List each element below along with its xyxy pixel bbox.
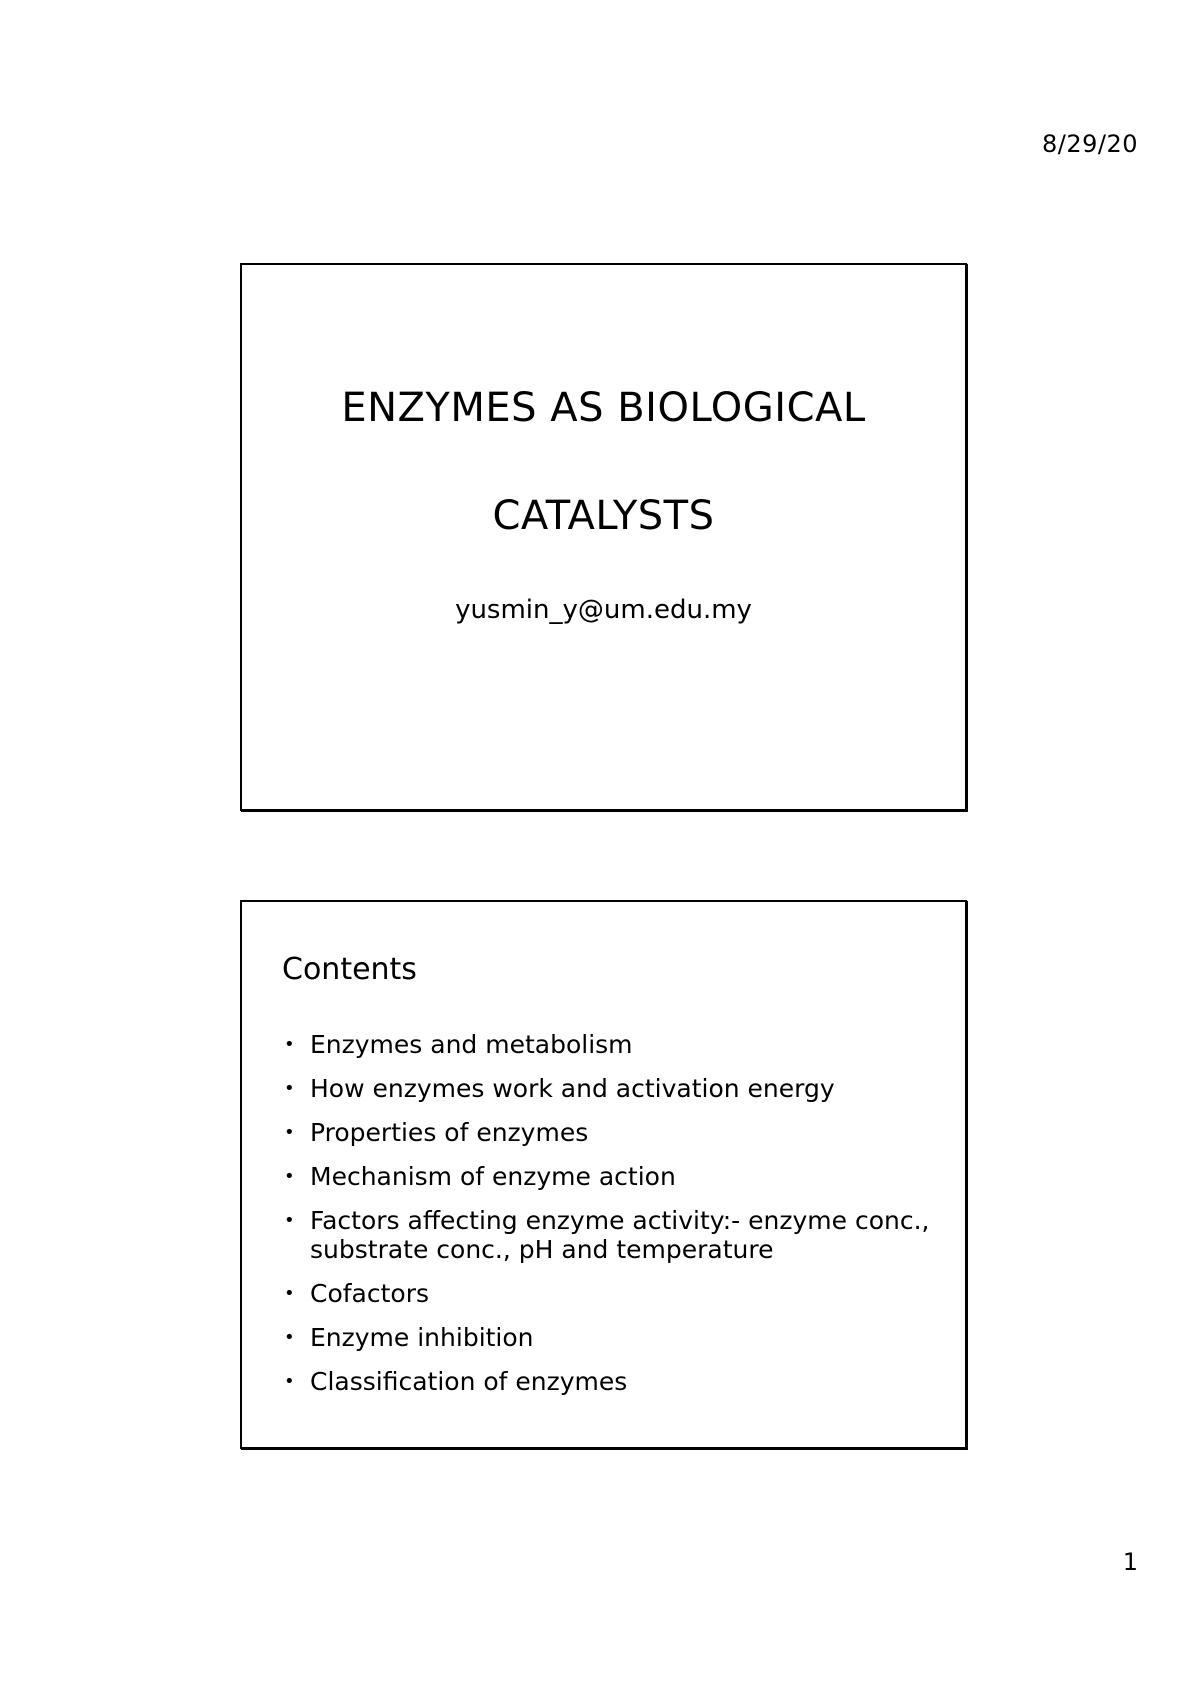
list-item [282,1074,942,1103]
contents-slide [240,900,967,1449]
list-item-text: Enzyme inhibition [310,1323,534,1352]
list-item [282,1118,942,1147]
bullet-icon: • [284,1371,295,1392]
list-item-text: Factors affecting enzyme activity:- enzyme conc., substrate conc., pH and temperature [310,1206,930,1264]
list-item [282,1279,942,1308]
list-item [282,1206,942,1264]
contents-list [282,1030,942,1411]
bullet-icon: • [284,1078,295,1099]
title-slide [240,263,967,811]
list-item [282,1030,942,1059]
list-item-text: Properties of enzymes [310,1118,589,1147]
bullet-icon: • [284,1210,295,1231]
list-item-text: Enzymes and metabolism [310,1030,633,1059]
slide-title-line-2: CATALYSTS [492,493,715,539]
slide-title-line-1: ENZYMES AS BIOLOGICAL [341,385,866,431]
list-item-text: How enzymes work and activation energy [310,1074,835,1103]
bullet-icon: • [284,1283,295,1304]
list-item [282,1367,942,1396]
bullet-icon: • [284,1034,295,1055]
page-date: 8/29/20 [1041,130,1138,158]
contents-heading: Contents [282,952,417,987]
list-item [282,1162,942,1191]
list-item-text: Classification of enzymes [310,1367,628,1396]
list-item [282,1323,942,1352]
list-item-text: Mechanism of enzyme action [310,1162,676,1191]
author-email: yusmin_y@um.edu.my [455,595,752,625]
bullet-icon: • [284,1122,295,1143]
list-item-text: Cofactors [310,1279,430,1308]
page-number: 1 [1122,1548,1138,1576]
bullet-icon: • [284,1327,295,1348]
bullet-icon: • [284,1166,295,1187]
